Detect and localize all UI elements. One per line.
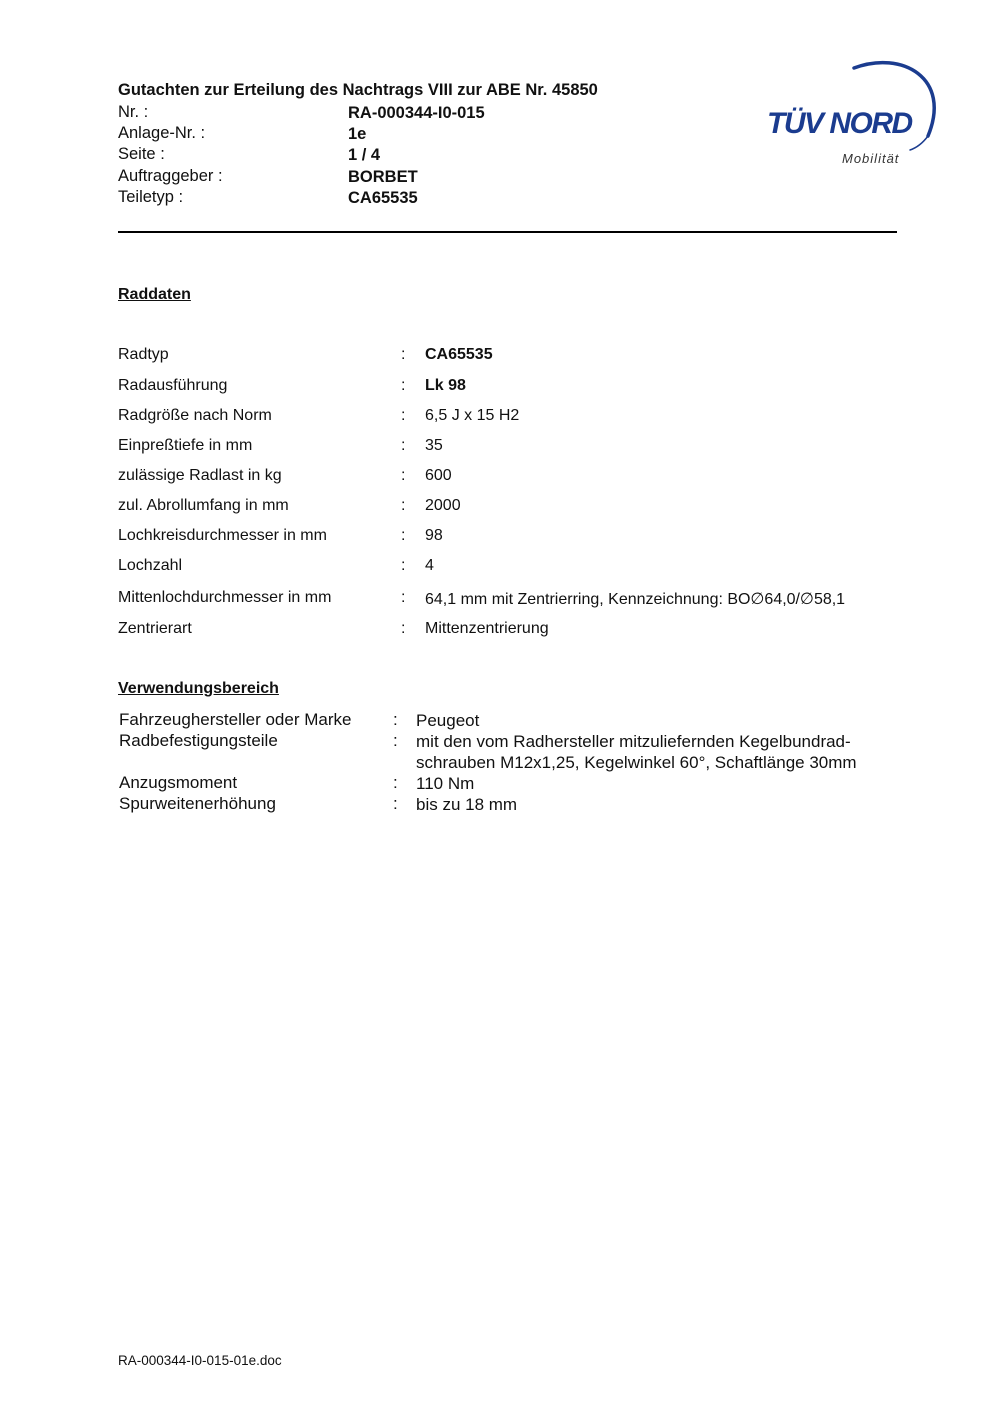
- spec-label: Radgröße nach Norm: [118, 407, 272, 424]
- header-value: RA-000344-I0-015: [348, 104, 485, 122]
- spec-colon: :: [401, 557, 406, 574]
- tuev-nord-logo: [762, 58, 944, 176]
- header-value: CA65535: [348, 189, 418, 207]
- use-value: bis zu 18 mm: [416, 795, 518, 814]
- use-value: Peugeot: [416, 711, 480, 730]
- spec-colon: :: [401, 437, 406, 454]
- header-row-seite: [118, 145, 618, 166]
- spec-value: 2000: [425, 497, 461, 514]
- document-title: Gutachten zur Erteilung des Nachtrags VIII zur ABE Nr. 45850: [118, 81, 598, 99]
- verwendungsbereich-heading: Verwendungsbereich: [118, 680, 279, 697]
- spec-value: 98: [425, 527, 443, 544]
- spec-value: Mittenzentrierung: [425, 620, 549, 637]
- spec-row: [118, 377, 918, 399]
- use-row: [118, 731, 918, 773]
- spec-row: [118, 620, 918, 642]
- spec-row: [118, 407, 918, 429]
- use-value-continuation: schrauben M12x1,25, Kegelwinkel 60°, Schaftlänge 30mm: [416, 753, 857, 772]
- spec-label: zul. Abrollumfang in mm: [118, 497, 289, 514]
- spec-value: Lk 98: [425, 377, 466, 394]
- header-row-auftraggeber: [118, 167, 618, 188]
- spec-colon: :: [401, 589, 406, 606]
- use-colon: :: [393, 773, 398, 792]
- spec-label: Zentrierart: [118, 620, 192, 637]
- use-label: Anzugsmoment: [119, 773, 238, 792]
- spec-row: [118, 467, 918, 489]
- spec-row: [118, 527, 918, 549]
- spec-colon: :: [401, 497, 406, 514]
- header-row-teiletyp: [118, 188, 618, 209]
- footer-filename: RA-000344-I0-015-01e.doc: [118, 1353, 282, 1368]
- use-colon: :: [393, 731, 398, 750]
- spec-label: Radausführung: [118, 377, 228, 394]
- use-colon: :: [393, 794, 398, 813]
- header-value: 1e: [348, 125, 367, 143]
- use-value: mit den vom Radhersteller mitzuliefernden Kegelbundrad-: [416, 732, 851, 751]
- spec-value: 600: [425, 467, 452, 484]
- spec-colon: :: [401, 407, 406, 424]
- header-label: Anlage-Nr. :: [118, 124, 206, 142]
- spec-row: [118, 346, 918, 368]
- spec-colon: :: [401, 620, 406, 637]
- spec-value: 4: [425, 557, 434, 574]
- use-value: 110 Nm: [416, 774, 475, 793]
- spec-colon: :: [401, 467, 406, 484]
- spec-colon: :: [401, 377, 406, 394]
- spec-row: [118, 589, 918, 611]
- header-value: 1 / 4: [348, 146, 381, 164]
- spec-label: Lochzahl: [118, 557, 183, 574]
- spec-value: 35: [425, 437, 443, 454]
- spec-value: CA65535: [425, 346, 493, 363]
- spec-label: zulässige Radlast in kg: [118, 467, 282, 484]
- spec-row: [118, 437, 918, 459]
- spec-label: Mittenlochdurchmesser in mm: [118, 589, 332, 606]
- header-label: Seite :: [118, 145, 165, 163]
- use-label: Radbefestigungsteile: [119, 731, 278, 750]
- spec-value: 64,1 mm mit Zentrierring, Kennzeichnung: BO∅64,0/∅58,1: [425, 591, 846, 608]
- spec-row: [118, 497, 918, 519]
- spec-colon: :: [401, 346, 406, 363]
- use-colon: :: [393, 710, 398, 729]
- raddaten-heading: Raddaten: [118, 286, 191, 303]
- header-divider: [118, 231, 897, 233]
- use-row: [118, 794, 918, 815]
- header-label: Auftraggeber :: [118, 167, 223, 185]
- spec-colon: :: [401, 527, 406, 544]
- spec-row: [118, 557, 918, 579]
- spec-label: Radtyp: [118, 346, 169, 363]
- logo-sub-text: Mobilität: [842, 151, 900, 166]
- use-row: [118, 710, 918, 731]
- header-label: Nr. :: [118, 103, 149, 121]
- header-row-nr: [118, 103, 618, 124]
- logo-brand-text: TÜV NORD: [767, 107, 912, 140]
- header-row-anlage: [118, 124, 618, 145]
- spec-label: Einpreßtiefe in mm: [118, 437, 253, 454]
- use-row: [118, 773, 918, 794]
- header-label: Teiletyp :: [118, 188, 184, 206]
- header-value: BORBET: [348, 168, 418, 186]
- spec-label: Lochkreisdurchmesser in mm: [118, 527, 327, 544]
- use-label: Fahrzeughersteller oder Marke: [119, 710, 352, 729]
- use-label: Spurweitenerhöhung: [119, 794, 276, 813]
- spec-value: 6,5 J x 15 H2: [425, 407, 520, 424]
